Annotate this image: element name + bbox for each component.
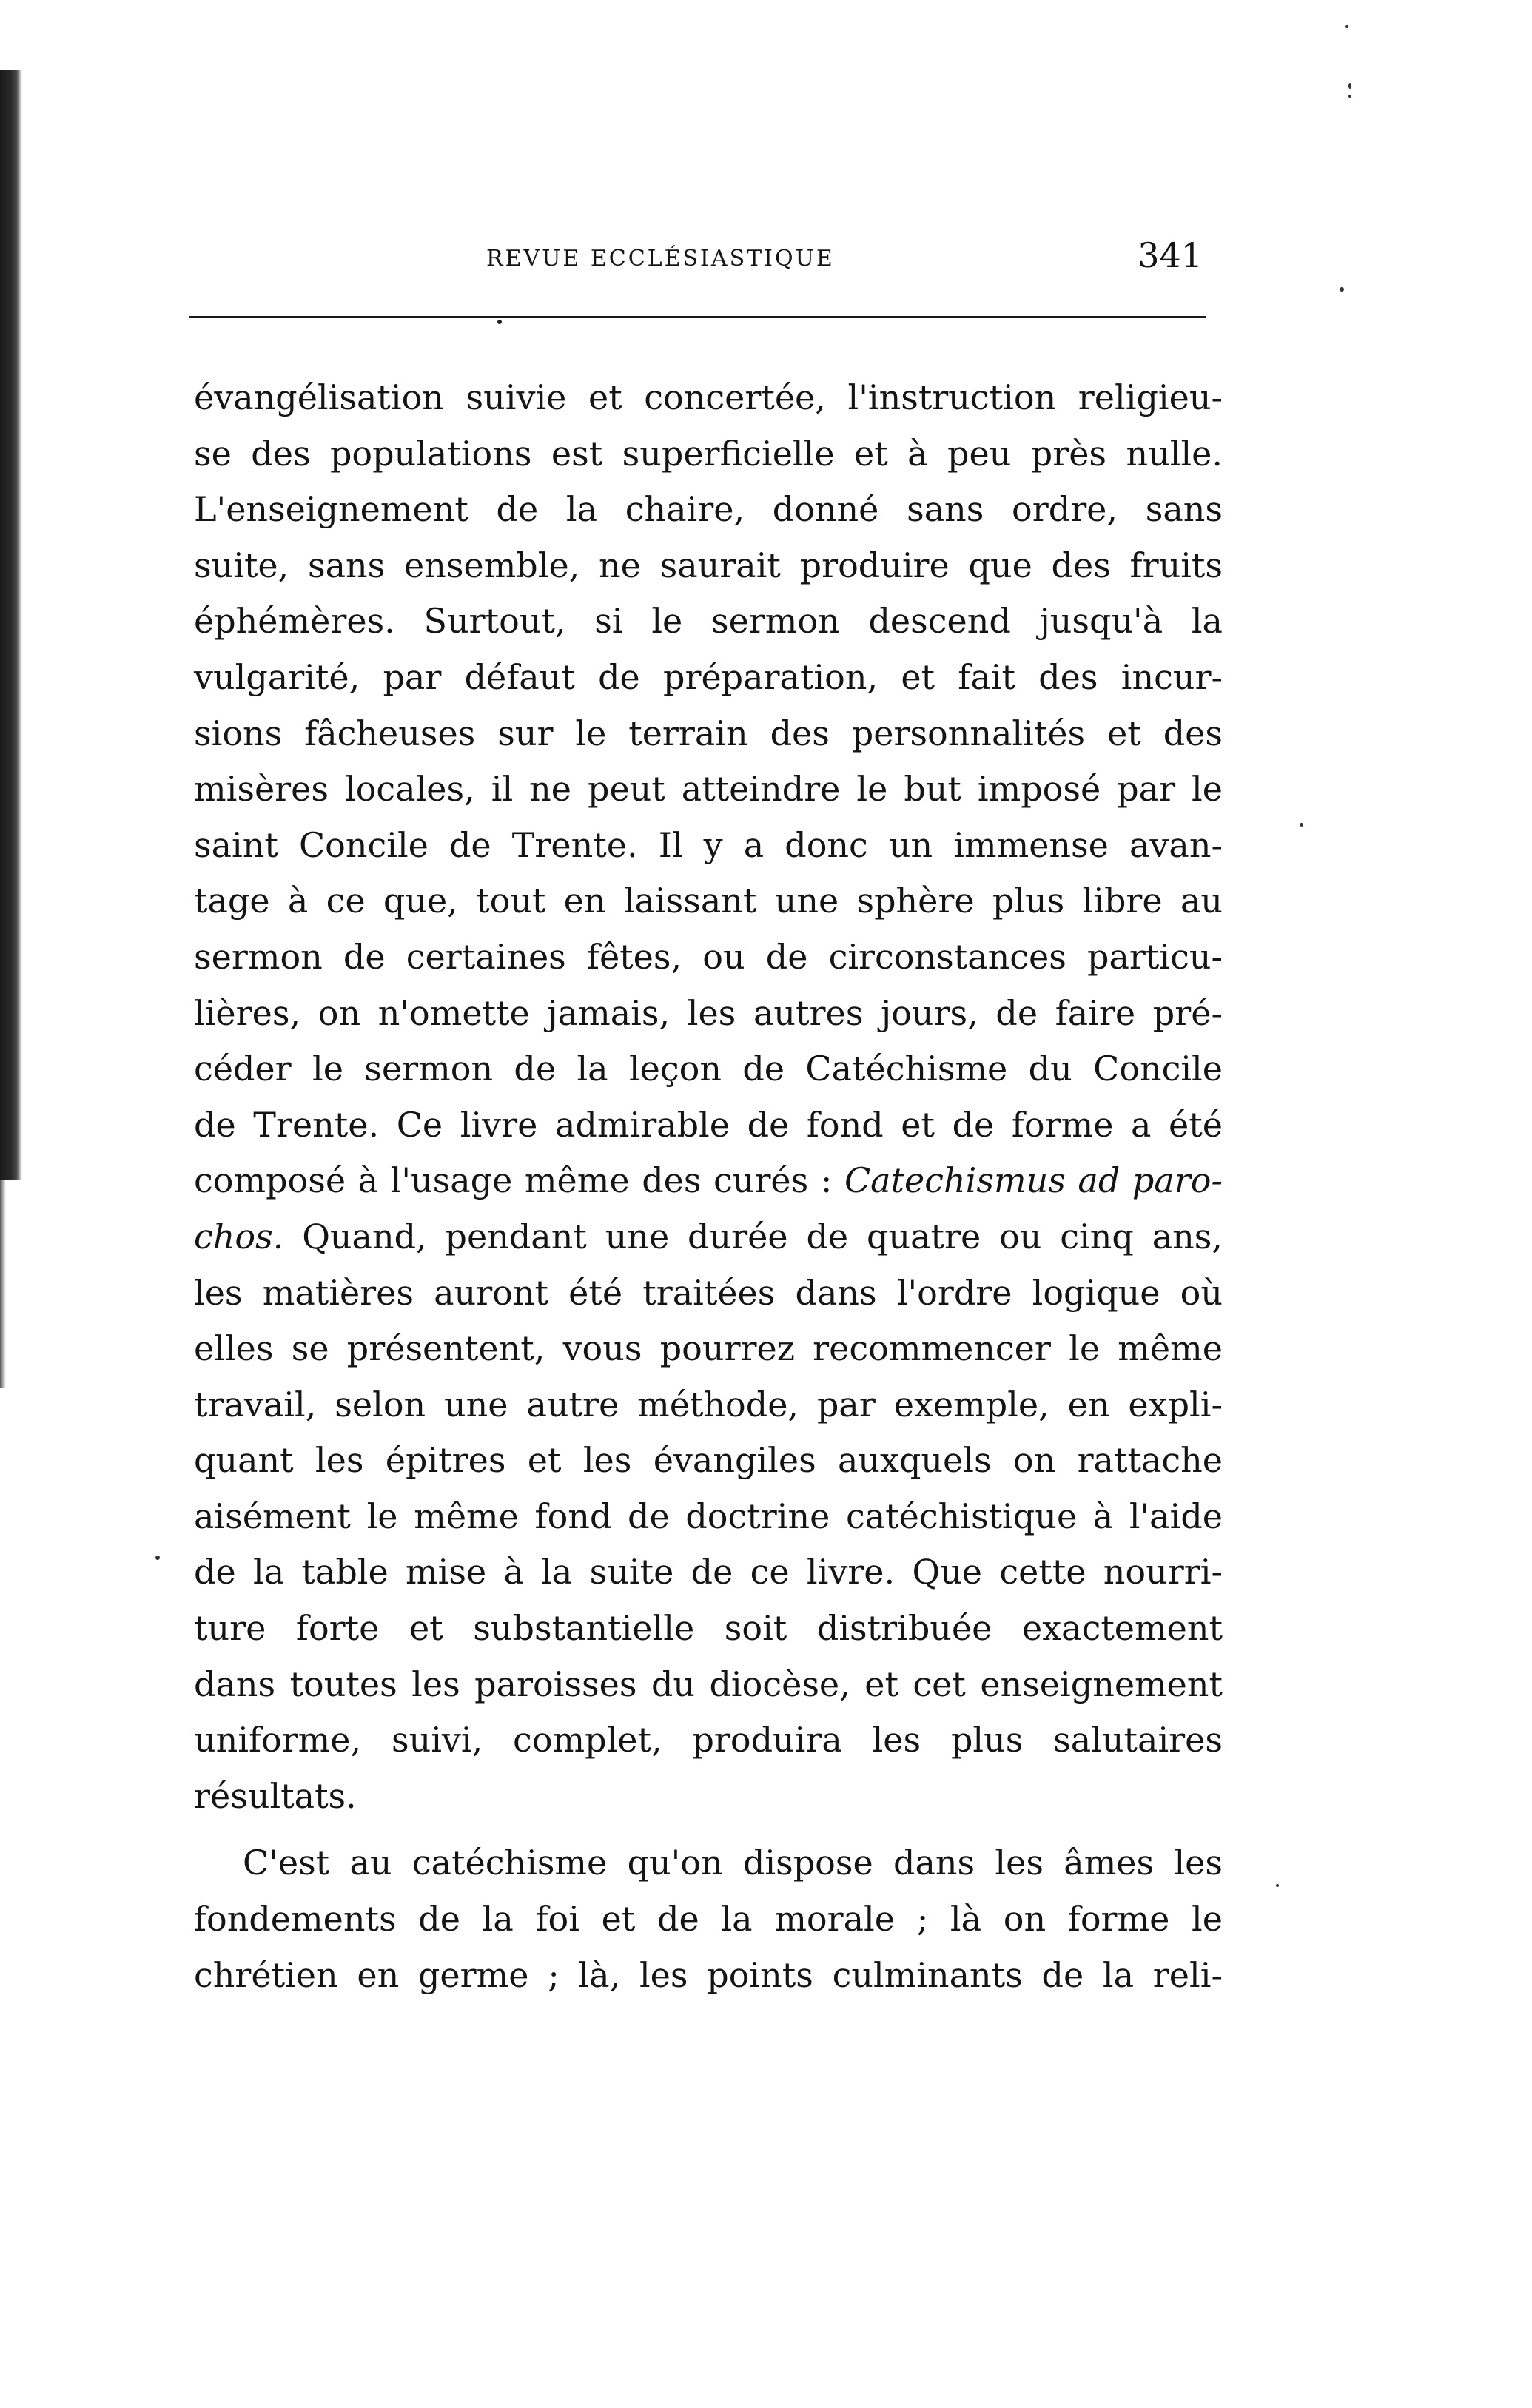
text-run: Quand, pendant une durée de quatre ou cinq ans, <box>283 1216 1223 1257</box>
text-line: chrétien en germe ; là, les points culminants de la reli- <box>194 1954 1223 1995</box>
text-line: de Trente. Ce livre admirable de fond et de forme a été <box>194 1104 1223 1145</box>
scan-speck <box>1340 287 1344 292</box>
text-line: C'est au catéchisme qu'on dispose dans les âmes les <box>243 1843 1223 1883</box>
text-line: de la table mise à la suite de ce livre. Que cette nourri- <box>194 1552 1223 1593</box>
text-line: suite, sans ensemble, ne saurait produire que des fruits <box>194 545 1223 585</box>
paragraph <box>194 1835 1223 2003</box>
text-line <box>194 1153 1223 1209</box>
text-line: sions fâcheuses sur le terrain des personnalités et des <box>194 713 1223 753</box>
text-line: céder le sermon de la leçon de Catéchisme du Concile <box>194 1049 1223 1089</box>
text-line: sermon de certaines fêtes, ou de circonstances particu- <box>194 936 1223 977</box>
scan-speck <box>1300 823 1303 827</box>
text-line: éphémères. Surtout, si le sermon descend jusqu'à la <box>194 601 1223 642</box>
binding-edge-shadow <box>0 1180 6 1388</box>
page-number: 341 <box>1138 235 1203 275</box>
text-line: se des populations est superficielle et à peu près nulle. <box>194 433 1223 474</box>
body-text <box>194 370 1223 2003</box>
text-line: lières, on n'omette jamais, les autres jours, de faire pré- <box>194 992 1223 1033</box>
text-line: elles se présentent, vous pourrez recommencer le même <box>194 1328 1223 1369</box>
scan-speck <box>155 1556 160 1560</box>
scan-speck <box>1348 95 1351 98</box>
text-line: aisément le même fond de doctrine catéchistique à l'aide <box>194 1496 1223 1536</box>
text-line: travail, selon une autre méthode, par exemple, en expli- <box>194 1384 1223 1425</box>
page-header <box>196 235 1203 287</box>
text-line: uniforme, suivi, complet, produira les plus salutaires <box>194 1720 1223 1760</box>
rule-dot <box>497 320 502 324</box>
scan-speck <box>1276 1884 1279 1887</box>
latin-title: Catechismus ad paro- <box>844 1160 1223 1201</box>
text-line: résultats. <box>194 1775 357 1816</box>
text-line: les matières auront été traitées dans l'ordre logique où <box>194 1272 1223 1313</box>
binding-edge <box>0 70 22 1180</box>
paragraph-gap <box>194 1824 1223 1835</box>
text-line: tage à ce que, tout en laissant une sphère plus libre au <box>194 881 1223 921</box>
text-line: L'enseignement de la chaire, donné sans ordre, sans <box>194 489 1223 530</box>
text-line: vulgarité, par défaut de préparation, et fait des incur- <box>194 656 1223 697</box>
text-run: composé à l'usage même des curés : <box>194 1160 844 1201</box>
text-line: ture forte et substantielle soit distribuée exactement <box>194 1608 1223 1649</box>
text-line: quant les épitres et les évangiles auxquels on rattache <box>194 1440 1223 1481</box>
text-line <box>194 1209 1223 1265</box>
text-line: saint Concile de Trente. Il y a donc un immense avan- <box>194 824 1223 865</box>
text-line: fondements de la foi et de la morale ; là on forme le <box>194 1899 1223 1940</box>
running-title: REVUE ECCLÉSIASTIQUE <box>486 246 835 272</box>
scan-speck <box>1345 25 1348 28</box>
text-line: évangélisation suivie et concertée, l'instruction religieu- <box>194 377 1223 417</box>
text-line: dans toutes les paroisses du diocèse, et cet enseignement <box>194 1664 1223 1704</box>
header-rule <box>189 316 1206 318</box>
latin-title-end: chos. <box>194 1216 284 1257</box>
paragraph <box>194 370 1223 1824</box>
scan-speck <box>1348 83 1351 89</box>
text-line: misères locales, il ne peut atteindre le but imposé par le <box>194 769 1223 810</box>
